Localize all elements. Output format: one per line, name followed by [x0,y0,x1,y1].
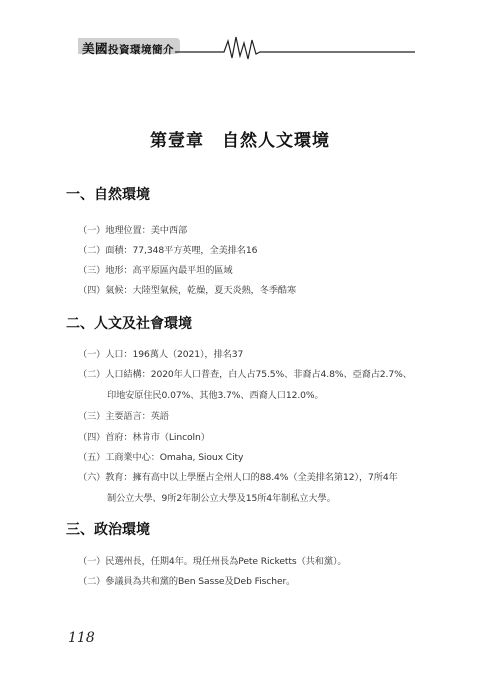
chapter-title: 第壹章 自然人文環境 [150,131,330,151]
section-title-political: 三、政治環境 [66,522,150,538]
page-number: 118 [68,630,95,646]
list-item: （六）教育：擁有高中以上學歷占全州人口的88.4%（全美排名第12），7所4年 [78,472,398,483]
list-item: （四）氣候：大陸型氣候，乾燥，夏天炎熱，冬季酷寒 [78,285,297,296]
list-item: （二）參議員為共和黨的Ben Sasse及Deb Fischer。 [78,576,296,587]
list-item-continuation: 制公立大學、9所2年制公立大學及15所4年制私立大學。 [107,493,336,504]
list-item: （二）面積：77,348平方英哩，全美排名16 [78,245,258,256]
list-item: （三）主要語言：英語 [78,411,169,422]
list-item: （五）工商業中心：Omaha, Sioux City [78,452,244,463]
list-item: （一）地理位置：美中西部 [78,225,188,236]
pulse-line-icon [175,32,415,62]
header-title-prefix: 美國 [82,41,109,56]
list-item: （二）人口結構：2020年人口普查，白人占75.5%、非裔占4.8%、亞裔占2.7%、 [78,369,412,380]
running-header [82,39,174,57]
section-title-social: 二、人文及社會環境 [66,316,192,332]
list-item: （三）地形：高平原區內最平坦的區域 [78,265,233,276]
header-title-rest: 投資環境簡介 [108,44,175,56]
list-item-continuation: 印地安原住民0.07%、其他3.7%、西裔人口12.0%。 [107,390,324,401]
list-item: （一）民選州長，任期4年。現任州長為Pete Ricketts（共和黨）。 [78,556,347,567]
section-title-natural: 一、自然環境 [66,187,150,203]
list-item: （一）人口：196萬人（2021），排名37 [78,349,244,360]
list-item: （四）首府：林肯市（Lincoln） [78,432,210,443]
